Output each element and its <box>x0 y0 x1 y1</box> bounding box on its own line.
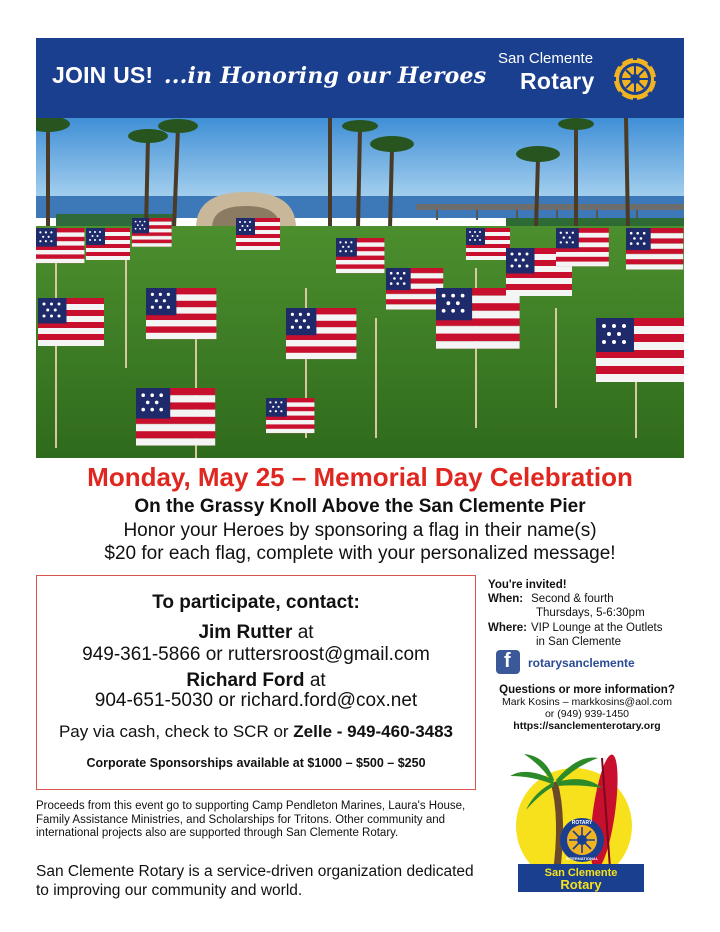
contact-person-1-name: Jim Rutter <box>198 622 293 643</box>
questions-info <box>476 684 698 732</box>
join-us-text: JOIN US! <box>52 62 154 88</box>
invite-when <box>488 592 688 606</box>
meeting-invite <box>488 578 688 649</box>
invite-where-line-1: VIP Lounge at the Outlets <box>530 622 663 634</box>
facebook-icon[interactable]: f <box>496 650 520 674</box>
invite-where-line-2: in San Clemente <box>536 636 622 648</box>
questions-contact-2: or (949) 939-1450 <box>544 708 630 720</box>
rotary-logo-name: Rotary <box>520 68 595 94</box>
corporate-sponsorships: Corporate Sponsorships available at $1000 – $500 – $250 <box>86 756 426 770</box>
questions-title: Questions or more information? <box>499 684 675 696</box>
invite-where <box>488 621 688 635</box>
payment-zelle: Zelle - 949-460-3483 <box>293 722 454 741</box>
event-location: On the Grassy Knoll Above the San Clemente Pier <box>134 496 586 517</box>
rotary-logo-city: San Clemente <box>498 50 594 67</box>
contact-person-2-name: Richard Ford <box>186 670 305 691</box>
proceeds-text: Proceeds from this event go to supporting Camp Pendleton Marines, Laura's House, Family Assistance Ministries, and Scholarships for Tritons. Other community and international projects also are supported through San Clemente Rotary. <box>36 800 466 839</box>
contact-person-2-details: 904-651-5030 or richard.ford@cox.net <box>94 690 418 711</box>
rotary-surf-logo-icon <box>506 748 656 898</box>
flags-photo <box>36 118 684 458</box>
event-headline: Monday, May 25 – Memorial Day Celebration <box>87 462 633 492</box>
logo-ring-top: ROTARY <box>571 820 593 826</box>
honoring-heroes-text: ...in Honoring our Heroes <box>163 63 487 89</box>
mission-statement: San Clemente Rotary is a service-driven organization dedicated to improving our community and world. <box>36 863 474 899</box>
contact-person-2 <box>37 670 475 692</box>
header-banner <box>36 38 684 118</box>
invite-when-label: When: <box>488 593 524 605</box>
logo-rotary: Rotary <box>560 877 602 892</box>
contact-person-2-suffix: at <box>304 670 326 691</box>
invite-where-label: Where: <box>488 622 527 634</box>
website-link[interactable]: https://sanclementerotary.org <box>513 720 661 732</box>
invite-when-line-2: Thursdays, 5-6:30pm <box>536 607 645 619</box>
join-us-heading <box>52 62 486 89</box>
invite-title: You're invited! <box>488 579 567 591</box>
logo-ring-bottom: INTERNATIONAL <box>565 856 599 861</box>
rotary-wheel-icon <box>610 54 660 104</box>
honor-line-2: $20 for each flag, complete with your personalized message! <box>104 543 616 564</box>
honor-line-1: Honor your Heroes by sponsoring a flag in their name(s) <box>123 520 597 541</box>
contact-box <box>36 575 476 790</box>
contact-person-1 <box>37 622 475 644</box>
contact-person-1-details: 949-361-5866 or ruttersroost@gmail.com <box>82 644 430 665</box>
contact-title: To participate, contact: <box>152 592 360 613</box>
questions-contact-1: Mark Kosins – markkosins@aol.com <box>502 696 672 708</box>
flags-scene-icon <box>36 118 684 458</box>
contact-person-1-suffix: at <box>292 622 314 643</box>
payment-prefix: Pay via cash, check to SCR or <box>58 722 294 741</box>
logo-city: San Clemente <box>544 867 618 879</box>
payment-info <box>37 722 475 742</box>
invite-when-line-1: Second & fourth <box>531 593 614 605</box>
facebook-handle[interactable]: rotarysanclemente <box>528 656 635 670</box>
